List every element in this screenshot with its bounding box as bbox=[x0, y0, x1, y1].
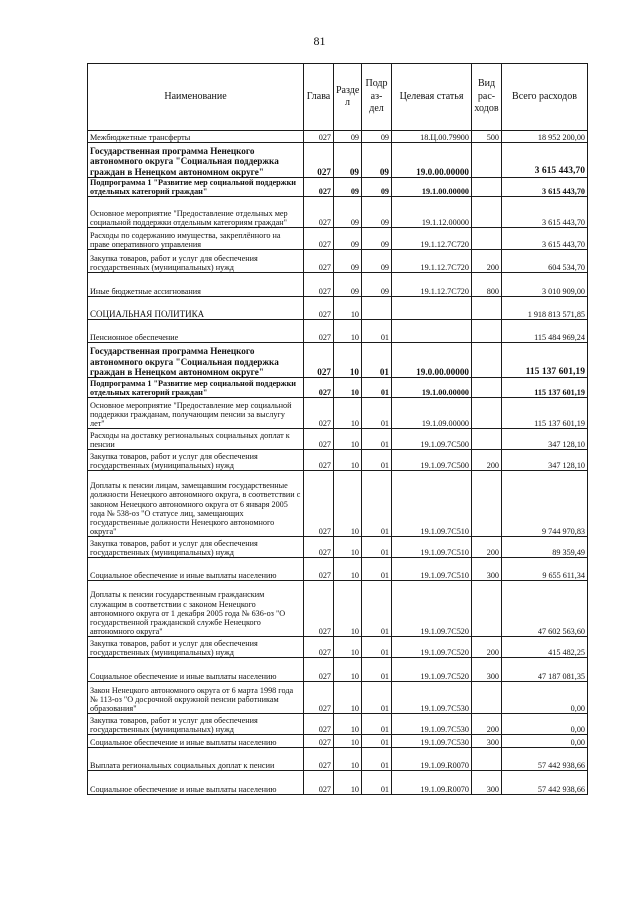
cell-subsection bbox=[362, 297, 392, 320]
cell-kind bbox=[472, 748, 502, 771]
table-row bbox=[88, 637, 588, 658]
cell-subsection: 01 bbox=[362, 450, 392, 471]
cell-chapter: 027 bbox=[304, 378, 334, 398]
cell-kind bbox=[472, 143, 502, 178]
cell-target: 19.1.12.7С720 bbox=[392, 228, 472, 250]
cell-section: 09 bbox=[334, 228, 362, 250]
cell-total: 57 442 938,66 bbox=[502, 771, 588, 795]
cell-section: 10 bbox=[334, 637, 362, 658]
cell-name: Расходы по содержанию имущества, закреплённого на праве оперативного управления bbox=[88, 228, 304, 250]
cell-subsection: 01 bbox=[362, 378, 392, 398]
cell-total: 415 482,25 bbox=[502, 637, 588, 658]
cell-total: 9 744 970,83 bbox=[502, 471, 588, 537]
table-row bbox=[88, 250, 588, 273]
cell-chapter: 027 bbox=[304, 658, 334, 682]
cell-name: Выплата региональных социальных доплат к пенсии bbox=[88, 748, 304, 771]
table-row bbox=[88, 714, 588, 735]
cell-chapter: 027 bbox=[304, 131, 334, 143]
cell-target: 19.1.09.7С520 bbox=[392, 637, 472, 658]
cell-chapter: 027 bbox=[304, 343, 334, 378]
table-row bbox=[88, 197, 588, 228]
cell-section: 10 bbox=[334, 450, 362, 471]
cell-chapter: 027 bbox=[304, 250, 334, 273]
cell-section: 10 bbox=[334, 581, 362, 637]
cell-name: Закупка товаров, работ и услуг для обеспечения государственных (муниципальных) нужд bbox=[88, 637, 304, 658]
cell-section: 10 bbox=[334, 297, 362, 320]
cell-kind bbox=[472, 581, 502, 637]
cell-target bbox=[392, 297, 472, 320]
cell-kind bbox=[472, 471, 502, 537]
cell-subsection: 01 bbox=[362, 343, 392, 378]
cell-subsection: 09 bbox=[362, 273, 392, 297]
cell-chapter: 027 bbox=[304, 537, 334, 558]
cell-total: 89 359,49 bbox=[502, 537, 588, 558]
table-row bbox=[88, 771, 588, 795]
cell-subsection: 01 bbox=[362, 658, 392, 682]
cell-subsection: 01 bbox=[362, 320, 392, 343]
cell-kind bbox=[472, 378, 502, 398]
cell-subsection: 01 bbox=[362, 748, 392, 771]
cell-subsection: 01 bbox=[362, 471, 392, 537]
cell-kind: 200 bbox=[472, 450, 502, 471]
cell-target: 19.1.09.R0070 bbox=[392, 771, 472, 795]
cell-kind: 200 bbox=[472, 637, 502, 658]
cell-target: 19.1.00.00000 bbox=[392, 178, 472, 197]
cell-section: 10 bbox=[334, 714, 362, 735]
cell-subsection: 09 bbox=[362, 131, 392, 143]
cell-target: 19.0.00.00000 bbox=[392, 343, 472, 378]
table-row bbox=[88, 228, 588, 250]
cell-chapter: 027 bbox=[304, 471, 334, 537]
table-row bbox=[88, 320, 588, 343]
table-row bbox=[88, 131, 588, 143]
table-row bbox=[88, 537, 588, 558]
table-row bbox=[88, 735, 588, 748]
cell-total: 115 137 601,19 bbox=[502, 398, 588, 429]
cell-kind bbox=[472, 178, 502, 197]
table-row bbox=[88, 178, 588, 197]
cell-target: 19.0.00.00000 bbox=[392, 143, 472, 178]
cell-kind bbox=[472, 429, 502, 450]
cell-target: 19.1.12.7С720 bbox=[392, 273, 472, 297]
cell-total: 47 187 081,35 bbox=[502, 658, 588, 682]
cell-name: Закупка товаров, работ и услуг для обеспечения государственных (муниципальных) нужд bbox=[88, 714, 304, 735]
cell-total: 347 128,10 bbox=[502, 450, 588, 471]
cell-kind bbox=[472, 297, 502, 320]
cell-subsection: 01 bbox=[362, 637, 392, 658]
cell-section: 10 bbox=[334, 471, 362, 537]
cell-kind: 200 bbox=[472, 537, 502, 558]
cell-total: 47 602 563,60 bbox=[502, 581, 588, 637]
cell-chapter: 027 bbox=[304, 771, 334, 795]
cell-kind bbox=[472, 320, 502, 343]
cell-target: 19.1.09.7С520 bbox=[392, 658, 472, 682]
cell-total: 3 615 443,70 bbox=[502, 197, 588, 228]
cell-total: 3 615 443,70 bbox=[502, 143, 588, 178]
cell-total: 9 655 611,34 bbox=[502, 558, 588, 581]
cell-kind: 300 bbox=[472, 658, 502, 682]
cell-target: 19.1.00.00000 bbox=[392, 378, 472, 398]
cell-total: 0,00 bbox=[502, 682, 588, 714]
cell-total: 115 484 969,24 bbox=[502, 320, 588, 343]
table-row bbox=[88, 398, 588, 429]
cell-section: 10 bbox=[334, 682, 362, 714]
page-number: 81 bbox=[313, 34, 326, 48]
cell-chapter: 027 bbox=[304, 637, 334, 658]
cell-name: Пенсионное обеспечение bbox=[88, 320, 304, 343]
cell-target: 19.1.09.7С500 bbox=[392, 450, 472, 471]
cell-name: Государственная программа Ненецкого автономного округа "Социальная поддержка граждан в Ненецком автономном округе" bbox=[88, 343, 304, 378]
cell-section: 10 bbox=[334, 429, 362, 450]
cell-kind: 300 bbox=[472, 771, 502, 795]
table-row bbox=[88, 343, 588, 378]
budget-table bbox=[87, 63, 588, 795]
cell-kind: 500 bbox=[472, 131, 502, 143]
cell-section: 10 bbox=[334, 537, 362, 558]
cell-subsection: 01 bbox=[362, 682, 392, 714]
cell-subsection: 01 bbox=[362, 581, 392, 637]
table-row bbox=[88, 297, 588, 320]
cell-name: Закупка товаров, работ и услуг для обеспечения государственных (муниципальных) нужд bbox=[88, 450, 304, 471]
cell-chapter: 027 bbox=[304, 558, 334, 581]
cell-chapter: 027 bbox=[304, 143, 334, 178]
cell-name: СОЦИАЛЬНАЯ ПОЛИТИКА bbox=[88, 297, 304, 320]
cell-section: 09 bbox=[334, 178, 362, 197]
cell-kind: 200 bbox=[472, 250, 502, 273]
cell-target: 18.Ц.00.79900 bbox=[392, 131, 472, 143]
cell-name: Доплаты к пенсии государственным гражданским служащим в соответствии с законом Ненецкого автономного округа от 1 декабря 2005 года № 636-оз "О государственной гражданской службе Ненецкого автономного округа" bbox=[88, 581, 304, 637]
cell-section: 09 bbox=[334, 143, 362, 178]
cell-name: Подпрограмма 1 "Развитие мер социальной поддержки отдельных категорий граждан" bbox=[88, 378, 304, 398]
cell-target: 19.1.09.R0070 bbox=[392, 748, 472, 771]
cell-subsection: 09 bbox=[362, 197, 392, 228]
cell-chapter: 027 bbox=[304, 735, 334, 748]
cell-section: 09 bbox=[334, 250, 362, 273]
table-row bbox=[88, 471, 588, 537]
cell-section: 10 bbox=[334, 320, 362, 343]
cell-name: Закупка товаров, работ и услуг для обеспечения государственных (муниципальных) нужд bbox=[88, 537, 304, 558]
cell-target: 19.1.09.7С520 bbox=[392, 581, 472, 637]
cell-section: 10 bbox=[334, 735, 362, 748]
cell-kind: 800 bbox=[472, 273, 502, 297]
cell-target: 19.1.12.7С720 bbox=[392, 250, 472, 273]
cell-subsection: 01 bbox=[362, 714, 392, 735]
table-row bbox=[88, 143, 588, 178]
cell-subsection: 09 bbox=[362, 178, 392, 197]
cell-total: 3 615 443,70 bbox=[502, 228, 588, 250]
cell-name: Доплаты к пенсии лицам, замещавшим государственные должности Ненецкого автономного округа, в соответствии с законом Ненецкого автономного округа от 6 января 2005 года № 538-оз "О статусе лиц, замещающих государственные должности Ненецкого автономного округа" bbox=[88, 471, 304, 537]
cell-total: 3 615 443,70 bbox=[502, 178, 588, 197]
cell-section: 09 bbox=[334, 197, 362, 228]
cell-section: 09 bbox=[334, 131, 362, 143]
cell-total: 3 010 909,00 bbox=[502, 273, 588, 297]
cell-subsection: 09 bbox=[362, 250, 392, 273]
cell-name: Социальное обеспечение и иные выплаты населению bbox=[88, 658, 304, 682]
cell-target: 19.1.12.00000 bbox=[392, 197, 472, 228]
table-row bbox=[88, 273, 588, 297]
cell-name: Основное мероприятие "Предоставление мер социальной поддержки гражданам, получающим пенсии за выслугу лет" bbox=[88, 398, 304, 429]
cell-subsection: 01 bbox=[362, 735, 392, 748]
cell-kind bbox=[472, 398, 502, 429]
cell-section: 10 bbox=[334, 558, 362, 581]
cell-subsection: 01 bbox=[362, 398, 392, 429]
header-target: Целевая статья bbox=[392, 64, 472, 131]
cell-subsection: 09 bbox=[362, 143, 392, 178]
cell-chapter: 027 bbox=[304, 398, 334, 429]
cell-chapter: 027 bbox=[304, 228, 334, 250]
cell-subsection: 01 bbox=[362, 771, 392, 795]
cell-section: 09 bbox=[334, 273, 362, 297]
cell-chapter: 027 bbox=[304, 197, 334, 228]
cell-target: 19.1.09.7С530 bbox=[392, 682, 472, 714]
cell-kind bbox=[472, 197, 502, 228]
header-total: Всего расходов bbox=[502, 64, 588, 131]
table-row bbox=[88, 581, 588, 637]
cell-subsection: 01 bbox=[362, 537, 392, 558]
cell-name: Закупка товаров, работ и услуг для обеспечения государственных (муниципальных) нужд bbox=[88, 250, 304, 273]
cell-section: 10 bbox=[334, 658, 362, 682]
cell-name: Социальное обеспечение и иные выплаты населению bbox=[88, 771, 304, 795]
cell-target: 19.1.09.7С510 bbox=[392, 558, 472, 581]
cell-total: 604 534,70 bbox=[502, 250, 588, 273]
cell-total: 115 137 601,19 bbox=[502, 378, 588, 398]
cell-total: 18 952 200,00 bbox=[502, 131, 588, 143]
budget-body bbox=[88, 131, 588, 795]
header-row bbox=[88, 64, 588, 131]
table-row bbox=[88, 682, 588, 714]
header-name: Наименование bbox=[88, 64, 304, 131]
cell-name: Социальное обеспечение и иные выплаты населению bbox=[88, 558, 304, 581]
cell-section: 10 bbox=[334, 771, 362, 795]
cell-section: 10 bbox=[334, 748, 362, 771]
table-row bbox=[88, 429, 588, 450]
cell-name: Государственная программа Ненецкого автономного округа "Социальная поддержка граждан в Ненецком автономном округе" bbox=[88, 143, 304, 178]
cell-subsection: 01 bbox=[362, 558, 392, 581]
cell-chapter: 027 bbox=[304, 297, 334, 320]
cell-name: Межбюджетные трансферты bbox=[88, 131, 304, 143]
cell-name: Основное мероприятие "Предоставление отдельных мер социальной поддержки отдельным категориям граждан" bbox=[88, 197, 304, 228]
cell-chapter: 027 bbox=[304, 714, 334, 735]
table-row bbox=[88, 658, 588, 682]
cell-chapter: 027 bbox=[304, 429, 334, 450]
cell-target: 19.1.09.7С510 bbox=[392, 471, 472, 537]
cell-name: Социальное обеспечение и иные выплаты населению bbox=[88, 735, 304, 748]
table-row bbox=[88, 748, 588, 771]
table-row bbox=[88, 558, 588, 581]
header-subsection: Подр аз- дел bbox=[362, 64, 392, 131]
cell-kind: 200 bbox=[472, 714, 502, 735]
cell-chapter: 027 bbox=[304, 450, 334, 471]
cell-total: 115 137 601,19 bbox=[502, 343, 588, 378]
header-chapter: Глава bbox=[304, 64, 334, 131]
cell-name: Расходы на доставку региональных социальных доплат к пенсии bbox=[88, 429, 304, 450]
cell-subsection: 09 bbox=[362, 228, 392, 250]
cell-target bbox=[392, 320, 472, 343]
cell-total: 0,00 bbox=[502, 735, 588, 748]
cell-total: 57 442 938,66 bbox=[502, 748, 588, 771]
cell-chapter: 027 bbox=[304, 748, 334, 771]
table-row bbox=[88, 378, 588, 398]
cell-kind bbox=[472, 228, 502, 250]
cell-kind: 300 bbox=[472, 735, 502, 748]
cell-total: 347 128,10 bbox=[502, 429, 588, 450]
cell-kind: 300 bbox=[472, 558, 502, 581]
table-row bbox=[88, 450, 588, 471]
cell-kind bbox=[472, 682, 502, 714]
cell-chapter: 027 bbox=[304, 581, 334, 637]
cell-name: Иные бюджетные ассигнования bbox=[88, 273, 304, 297]
cell-target: 19.1.09.00000 bbox=[392, 398, 472, 429]
cell-chapter: 027 bbox=[304, 320, 334, 343]
cell-name: Подпрограмма 1 "Развитие мер социальной поддержки отдельных категорий граждан" bbox=[88, 178, 304, 197]
cell-section: 10 bbox=[334, 398, 362, 429]
cell-target: 19.1.09.7С500 bbox=[392, 429, 472, 450]
cell-chapter: 027 bbox=[304, 273, 334, 297]
cell-chapter: 027 bbox=[304, 682, 334, 714]
header-kind: Вид рас- ходов bbox=[472, 64, 502, 131]
cell-name: Закон Ненецкого автономного округа от 6 марта 1998 года № 113-оз "О досрочной окружной пенсии работникам образования" bbox=[88, 682, 304, 714]
cell-total: 0,00 bbox=[502, 714, 588, 735]
cell-chapter: 027 bbox=[304, 178, 334, 197]
cell-subsection: 01 bbox=[362, 429, 392, 450]
cell-section: 10 bbox=[334, 378, 362, 398]
header-section: Разде л bbox=[334, 64, 362, 131]
cell-section: 10 bbox=[334, 343, 362, 378]
cell-kind bbox=[472, 343, 502, 378]
cell-total: 1 918 813 571,85 bbox=[502, 297, 588, 320]
cell-target: 19.1.09.7С530 bbox=[392, 735, 472, 748]
cell-target: 19.1.09.7С530 bbox=[392, 714, 472, 735]
cell-target: 19.1.09.7С510 bbox=[392, 537, 472, 558]
